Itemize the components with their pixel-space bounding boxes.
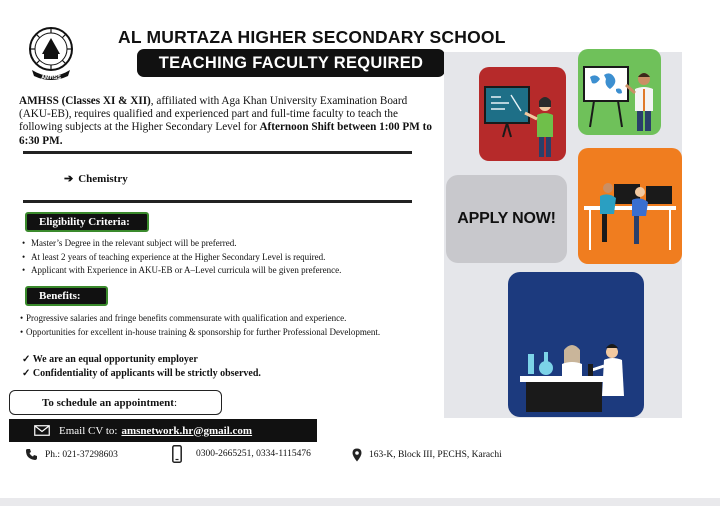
students-computer-illustration [578,148,682,264]
teacher-map-illustration [578,49,661,135]
subject-item [64,172,128,185]
intro-shift: Afternoon Shift between 1:00 PM to 6:30 PM. [19,121,432,147]
school-logo [24,24,78,82]
address-contact [352,448,502,462]
mobile-icon [172,445,182,463]
intro-body: , affiliated with Aga Khan University Examination Board (AKU-EB), requires qualified and experienced part and full-time faculty to teach the following subjects at the Higher Secondary Level for [19,95,408,134]
list-item: • Applicant with Experience in AKU-EB or A–Level curricula will be given preference. [22,264,341,278]
list-item: ✓ We are an equal opportunity employer [22,354,198,365]
logo-text: AMHSS [41,75,61,81]
list-item: ✓ Confidentiality of applicants will be strictly observed. [22,368,261,379]
list-item: • Progressive salaries and fringe benefits commensurate with qualification and experience. [20,312,380,326]
policy-list [22,353,261,381]
teacher-whiteboard-illustration [479,67,566,161]
lab-illustration [508,272,644,417]
eligibility-list [22,237,341,278]
appointment-box [9,390,222,415]
teacher-illustration-red [479,67,566,161]
subject-name: Chemistry [78,173,128,185]
location-pin-icon [352,448,362,462]
list-item: • At least 2 years of teaching experience at the Higher Secondary Level is required. [22,251,341,265]
teacher-illustration-green [578,49,661,135]
intro-paragraph [19,95,439,148]
benefits-list [20,312,380,339]
mobile-contact [172,445,311,463]
science-lab-illustration [508,272,644,417]
email-link[interactable]: amsnetwork.hr@gmail.com [121,424,253,437]
title-banner: TEACHING FACULTY REQUIRED [137,49,445,77]
phone-icon [25,448,38,461]
phone-number: Ph.: 021-37298603 [45,449,118,460]
email-bar [9,419,317,442]
students-desk-illustration [578,148,682,264]
email-label: Email CV to: [59,424,118,437]
list-item: • Master’s Degree in the relevant subject will be preferred. [22,237,341,251]
mobile-numbers: 0300-2665251, 0334-1115476 [196,449,311,459]
arrow-icon: ➔ [64,173,74,185]
divider [23,151,412,154]
school-name: AL MURTAZA HIGHER SECONDARY SCHOOL [118,27,506,47]
address-text: 163-K, Block III, PECHS, Karachi [369,450,502,460]
appointment-label: To schedule an appointment [42,396,174,409]
intro-school-classes: AMHSS (Classes XI & XII) [19,95,151,107]
apply-now-card[interactable] [446,175,567,263]
bottom-strip [0,498,720,506]
phone-contact [25,448,118,461]
appointment-colon: : [173,396,177,409]
benefits-heading: Benefits: [25,286,108,306]
eligibility-heading: Eligibility Criteria: [25,212,149,232]
list-item: • Opportunities for excellent in-house training & sponsorship for further Professional Development. [20,326,380,340]
divider [23,200,412,203]
apply-now-label[interactable]: APPLY NOW! [457,210,556,227]
mail-icon [34,425,50,436]
